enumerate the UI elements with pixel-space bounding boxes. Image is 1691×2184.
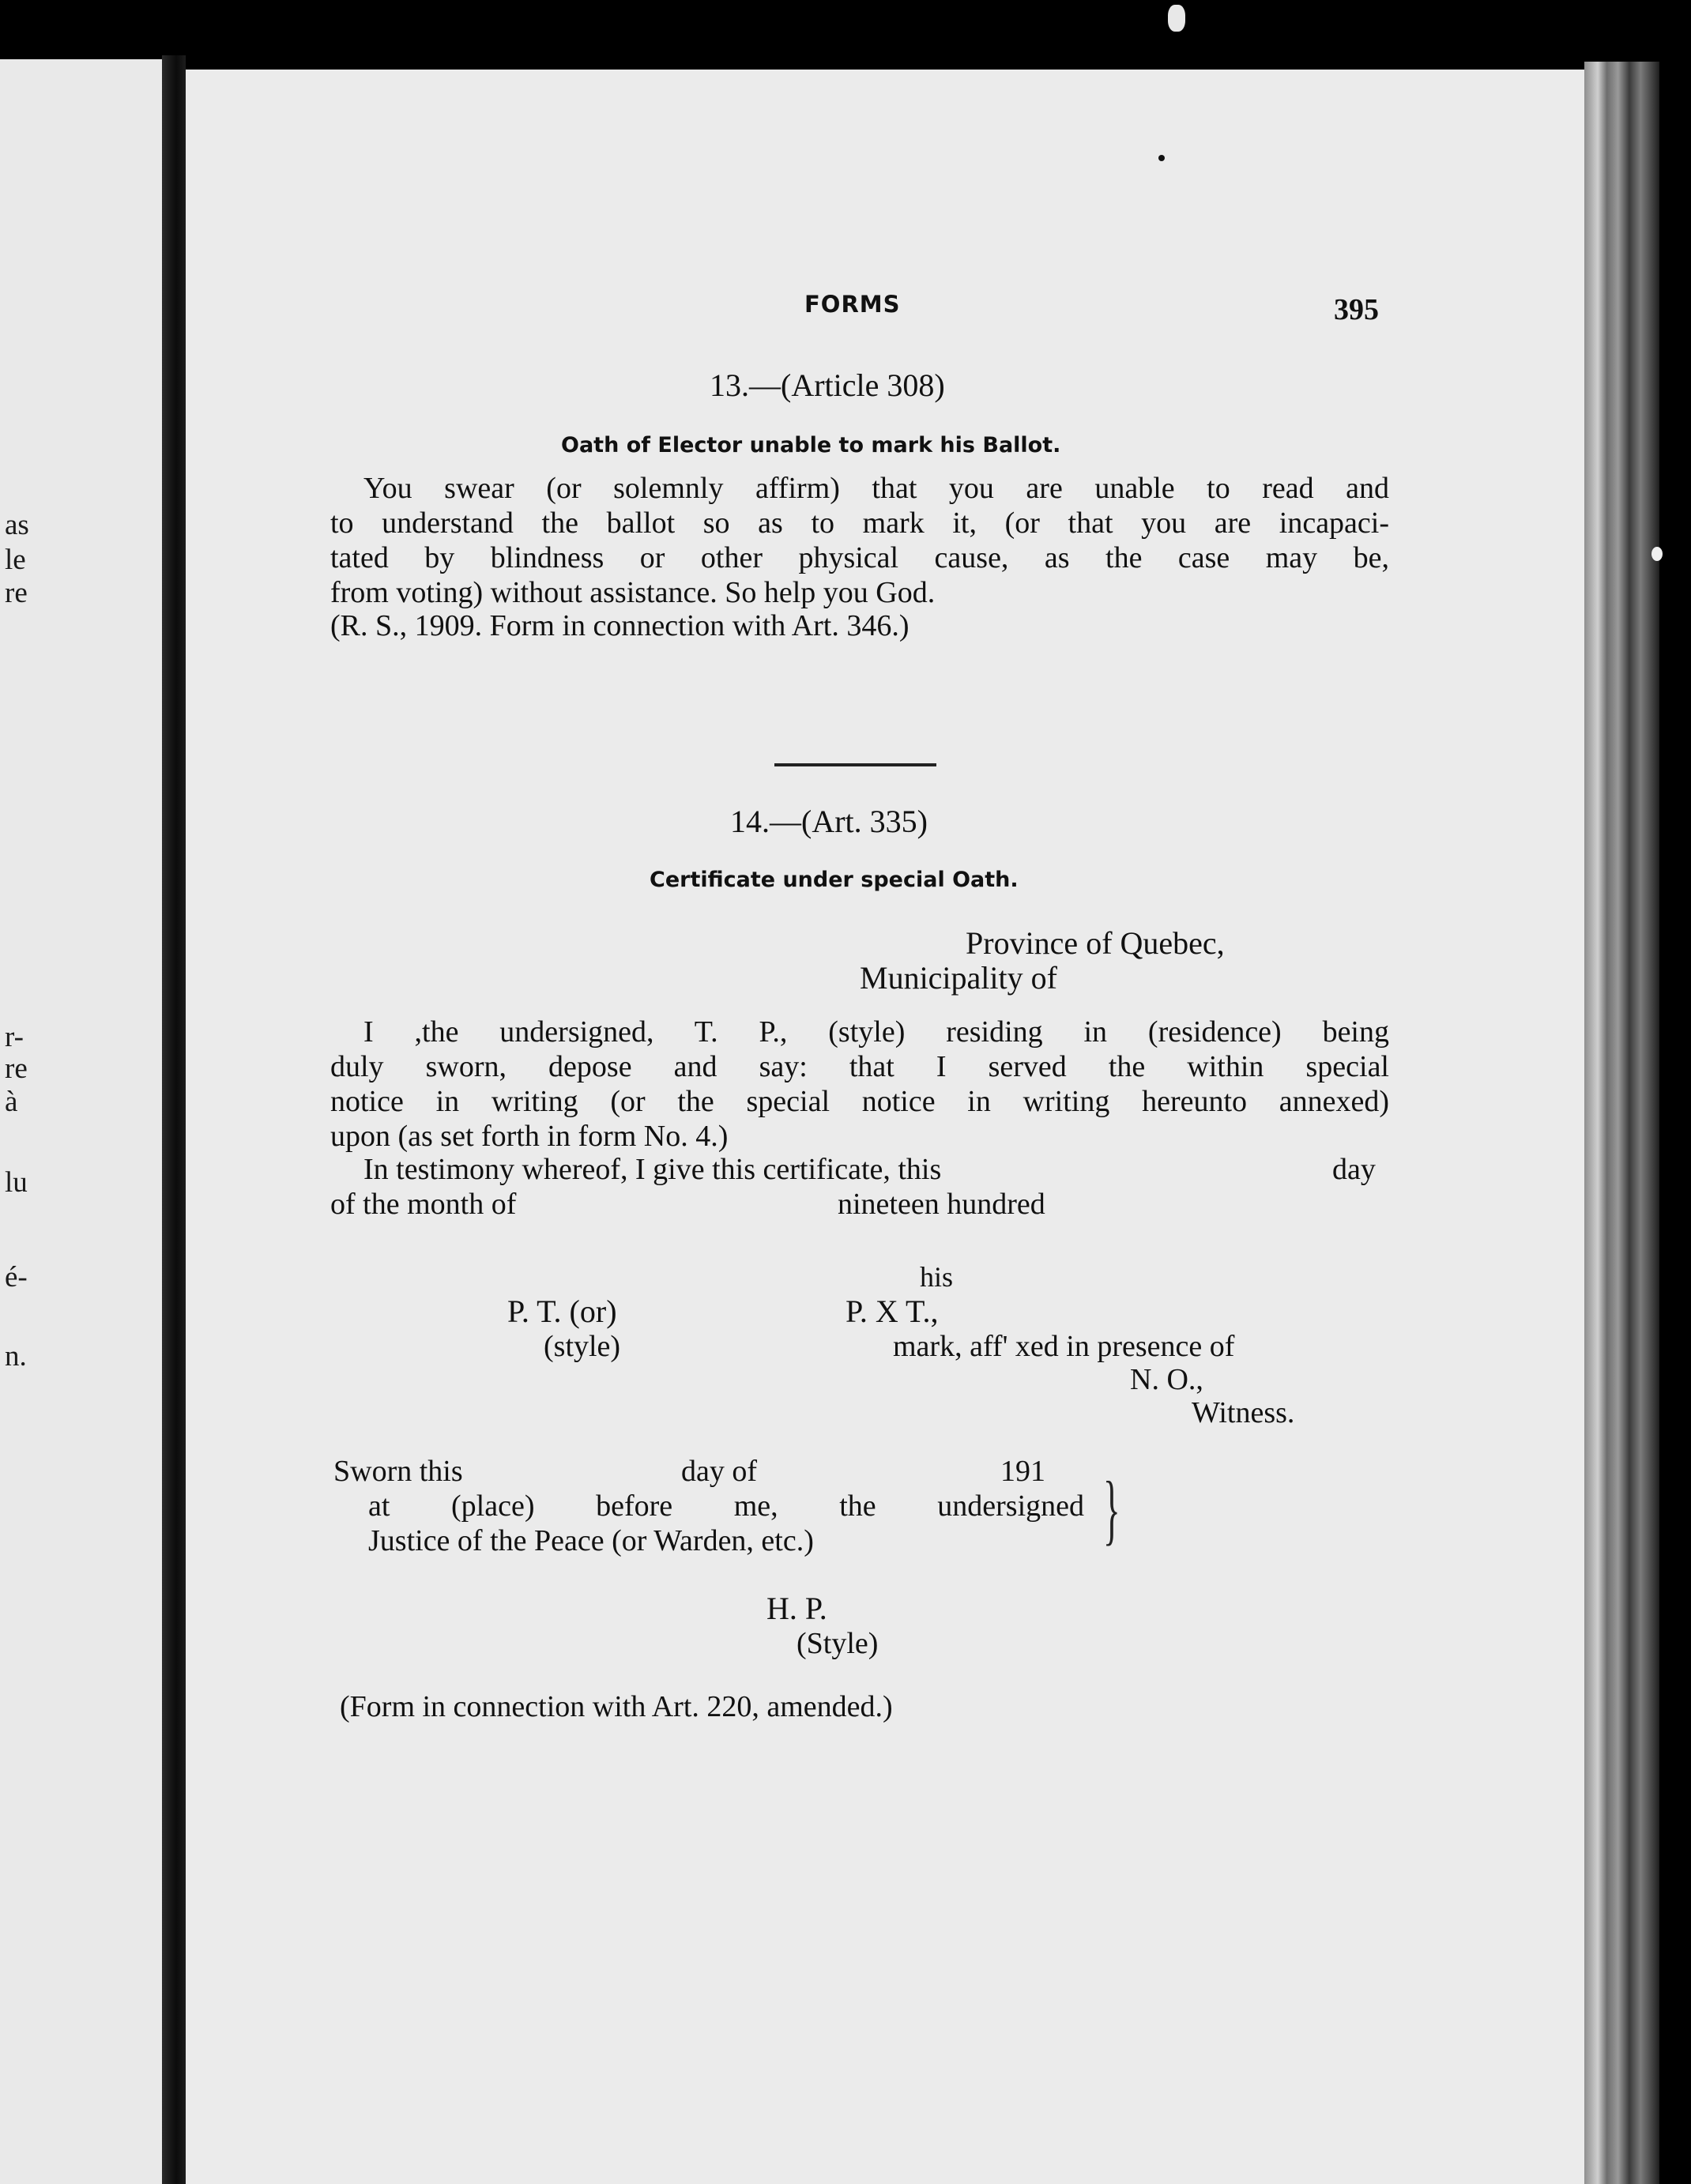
province-line: Province of Quebec, [966, 925, 1225, 961]
sworn-justice-line: Justice of the Peace (or Warden, etc.) [368, 1524, 814, 1557]
left-facing-page [0, 59, 162, 2184]
running-title: FORMS [804, 291, 901, 318]
witness-label: Witness. [1192, 1396, 1295, 1429]
pxt-mark: P. X T., [846, 1293, 939, 1329]
sworn-this: Sworn this [333, 1455, 463, 1488]
form13-line: tated by blindness or other physical cause, as the case may be, [330, 541, 1389, 574]
left-fragment: r- [5, 1021, 24, 1053]
left-fragment: lu [5, 1166, 28, 1199]
left-fragment: à [5, 1086, 18, 1118]
form13-line: to understand the ballot so as to mark it, (or that you are incapaci- [330, 506, 1389, 540]
form13-citation: (R. S., 1909. Form in connection with Art. 346.) [330, 609, 910, 642]
left-fragment: n. [5, 1340, 27, 1373]
scan-artifact [1158, 155, 1165, 161]
scan-artifact [1168, 5, 1185, 32]
left-fragment: é- [5, 1261, 28, 1293]
form13-heading: 13.—(Article 308) [710, 367, 945, 403]
form14-heading: 14.—(Art. 335) [730, 804, 928, 839]
book-gutter [162, 55, 186, 2184]
style-label: (style) [544, 1330, 621, 1363]
left-fragment: le [5, 544, 26, 576]
his-label: his [920, 1261, 954, 1293]
page-number: 395 [1334, 293, 1379, 326]
sworn-year: 191 [1000, 1455, 1045, 1488]
form13-line: from voting) without assistance. So help you God. [330, 576, 936, 609]
nineteen-hundred-text: nineteen hundred [838, 1188, 1045, 1221]
form14-body-line: duly sworn, depose and say: that I served the within special [330, 1050, 1389, 1083]
left-fragment: as [5, 509, 29, 541]
section-divider [774, 763, 936, 766]
sworn-day-of: day of [681, 1455, 758, 1488]
form14-body-line: I ,the undersigned, T. P., (style) residing in (residence) being [363, 1015, 1389, 1049]
month-text: of the month of [330, 1188, 517, 1221]
brace-symbol: } [1103, 1465, 1120, 1553]
pt-or-label: P. T. (or) [507, 1293, 617, 1329]
form14-footer-note: (Form in connection with Art. 220, amended.) [340, 1690, 893, 1723]
form14-body-line: notice in writing (or the special notice in writing hereunto annexed) [330, 1085, 1389, 1118]
left-fragment: re [5, 577, 28, 609]
left-fragment: re [5, 1052, 28, 1085]
mark-line: mark, aff' xed in presence of [893, 1330, 1235, 1363]
page-edge-stack [1584, 62, 1659, 2184]
testimony-day: day [1332, 1153, 1376, 1186]
municipality-line: Municipality of [860, 960, 1057, 996]
form13-line: You swear (or solemnly affirm) that you are unable to read and [363, 472, 1389, 505]
form14-title: Certificate under special Oath. [650, 868, 1019, 892]
hp-initials: H. P. [766, 1591, 827, 1626]
form14-body-line: upon (as set forth in form No. 4.) [330, 1120, 729, 1153]
no-initials: N. O., [1130, 1363, 1203, 1396]
testimony-text: In testimony whereof, I give this certificate, this [363, 1153, 942, 1186]
hp-style: (Style) [797, 1627, 879, 1660]
form13-title: Oath of Elector unable to mark his Ballot. [561, 433, 1061, 458]
scan-artifact [1651, 547, 1663, 561]
sworn-place-line: at (place) before me, the undersigned [368, 1489, 1084, 1523]
